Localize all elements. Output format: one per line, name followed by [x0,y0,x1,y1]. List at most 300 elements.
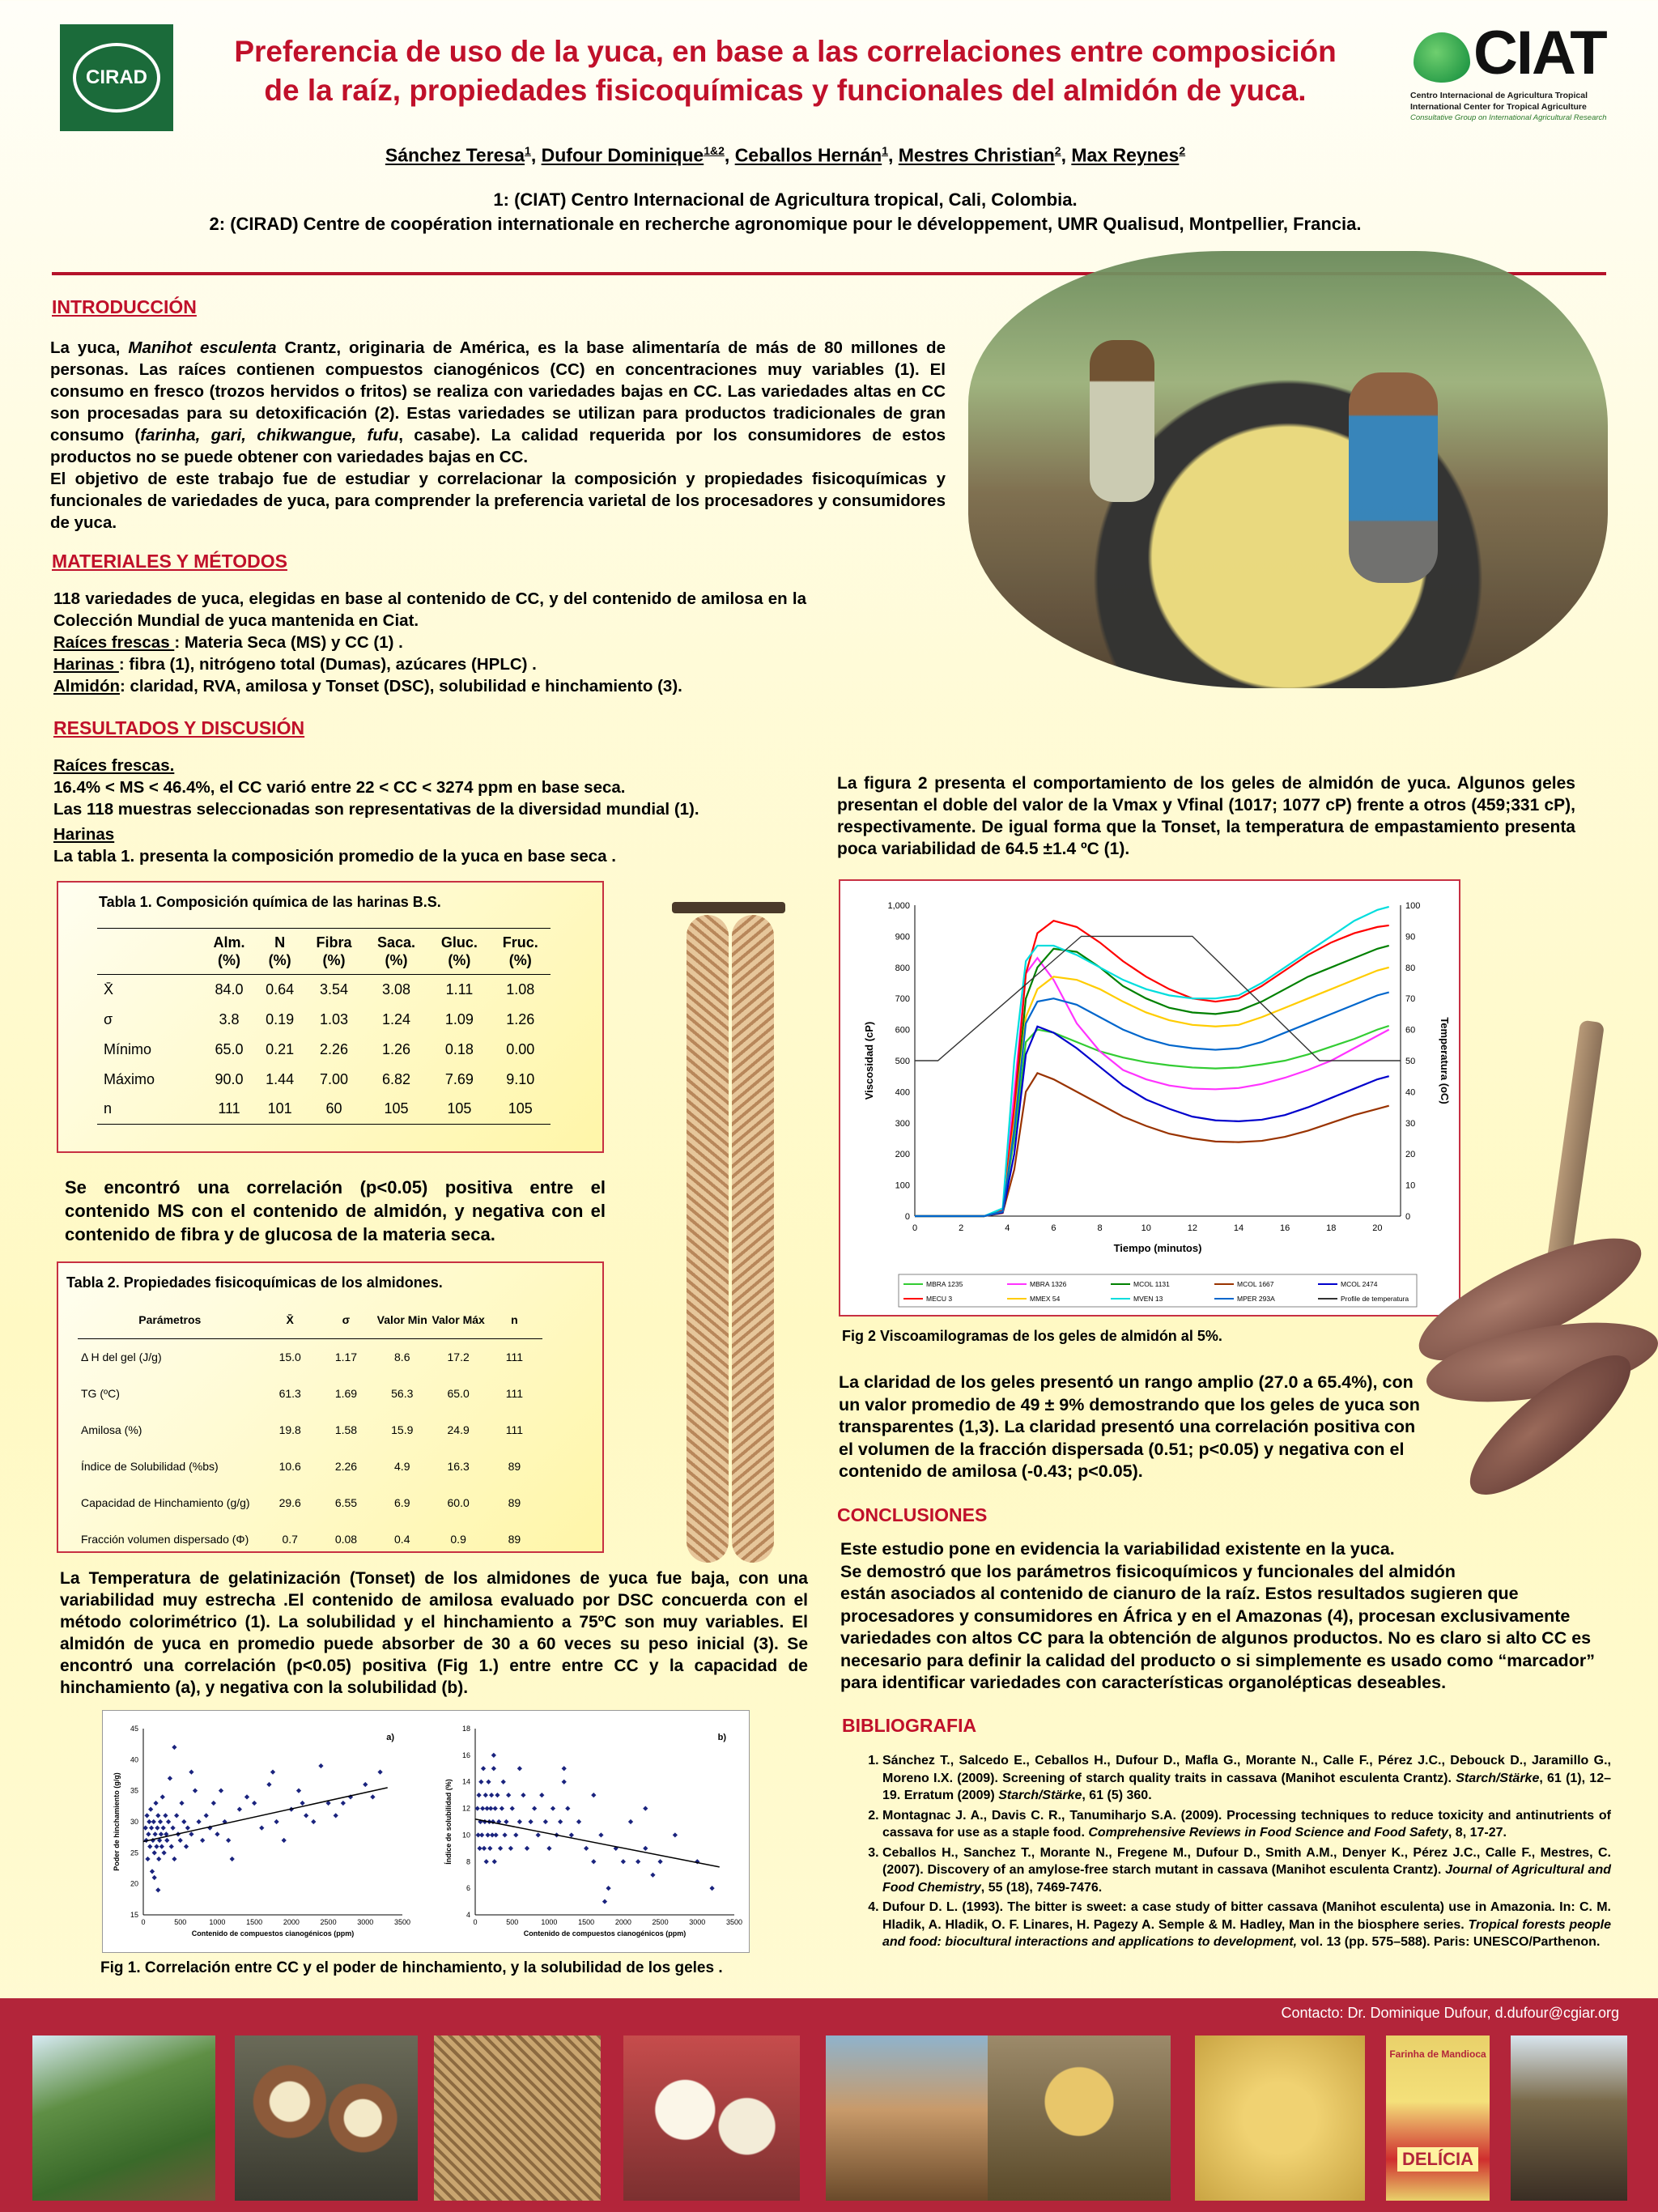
table-2-cell: 56.3 [391,1386,414,1400]
scatter-point [219,1789,223,1793]
scatter-point [565,1806,570,1810]
ciat-logo-text: CIAT [1473,19,1606,87]
table-1-header-name: Saca. [377,934,416,951]
y-tick-label: 20 [130,1879,138,1888]
table-1-cell: 0.21 [266,1040,295,1057]
y-right-tick-label: 40 [1405,1087,1416,1098]
y-right-tick-label: 60 [1405,1025,1416,1036]
x-axis-label: Contenido de compuestos cianogénicos (ppm) [191,1929,355,1938]
scatter-point [170,1826,175,1831]
table-2-header-cell: Parámetros [138,1313,202,1327]
intro-p1-c: , casabe). La calidad requerida por los consumidores de estos productos no se puede obtener con variedades bajas en CC. [50,426,946,466]
scatter-point [576,1819,581,1824]
bib-journal: Starch/Stärke [1456,1771,1540,1785]
scatter-point [318,1763,323,1768]
scatter-point [500,1806,504,1810]
scatter-point [155,1887,160,1892]
table-2-row [78,1521,542,1557]
photo-person-left [1090,340,1154,502]
affiliations [162,188,1409,236]
series-line-mecu-3 [915,921,1389,1216]
author-affiliation-mark: 2 [1054,144,1061,157]
bib-text: Montagnac J. A., Davis C. R., Tanumiharjo S.A. (2009). Processing techniques to reduce toxicity and antinutrients of cassava for use as a staple food. [882,1808,1611,1840]
x-tick-label: 6 [1051,1223,1056,1233]
table-2-cell: 4.9 [394,1459,410,1473]
scatter-point [266,1782,271,1787]
table-2-cell: 1.58 [334,1423,358,1436]
y-tick-label: 35 [130,1786,138,1795]
table-2-caption: Tabla 2. Propiedades fisicoquímicas de los almidones. [66,1274,443,1291]
scatter-point [478,1780,483,1784]
footer-photo-market [988,2035,1171,2201]
legend-label: Profile de temperatura [1341,1295,1409,1303]
y-right-tick-label: 70 [1405,994,1416,1005]
y-tick-label: 100 [895,1180,910,1191]
x-tick-label: 2000 [614,1918,631,1926]
scatter-point [153,1831,158,1836]
scatter-point [501,1780,506,1784]
table-2-cell: 24.9 [447,1423,470,1436]
table-1-cell: 90.0 [215,1070,244,1087]
y-tick-label: 14 [461,1777,470,1786]
results-ms-range: 16.4% < MS < 46.4%, el CC varió entre 22 < CC < 3274 ppm en base seca. [53,778,626,797]
table-1-header-cell [304,929,363,975]
table-1-header-name: N [274,934,286,951]
scatter-point [300,1801,304,1806]
y-tick-label: 15 [130,1911,138,1919]
methods-raices-text: : Materia Seca (MS) y CC (1) . [174,633,403,652]
x-tick-label: 0 [141,1918,146,1926]
y-axis-label: Poder de hinchamiento (g/g) [113,1772,121,1871]
legend-label: MPER 293A [1237,1295,1275,1303]
table-1-cell: 0.64 [266,981,295,998]
scatter-point [152,1875,157,1880]
bib-details: , 8, 17-27. [1448,1826,1507,1840]
author-affiliation-mark: 2 [1179,144,1186,157]
scatter-point [153,1801,158,1806]
ciat-logo [1410,19,1621,138]
table-2-cell: 89 [508,1495,521,1509]
legend-label: MMEX 54 [1030,1295,1061,1303]
footer-photo-grater [434,2035,601,2201]
table-1-cell: 111 [218,1100,240,1117]
scatter-point [168,1776,172,1780]
scatter-point [709,1886,714,1891]
table-1-header-row [97,929,551,975]
scatter-point [510,1806,515,1810]
affiliation-2: 2: (CIRAD) Centre de coopération internationale en recherche agronomique pour le développement, UMR Qualisud, Montpellier, Francia. [209,214,1362,234]
x-tick-label: 500 [506,1918,519,1926]
scatter-point [237,1807,242,1812]
scatter-point [476,1793,481,1797]
legend-label: MBRA 1235 [926,1280,963,1288]
intro-p1-b: Crantz, originaria de América, es la base alimentaría de más de 80 millones de personas. Las raíces contienen compuestos cianogénicos (CC) en concentraciones muy variables (1). El consumo en fresco (trozos hervidos o fritos) se realiza con variedades bajas en CC. Las variedades altas en CC son procesadas para su detoxificación (2). Estas variedades se utilizan para productos tradicionales de gran consumo ( [50,338,946,445]
scatter-point [161,1826,166,1831]
scatter-point [163,1813,168,1818]
author-separator: , [887,144,899,166]
scatter-point [152,1850,157,1855]
y-tick-label: 12 [461,1804,470,1813]
scatter-point [628,1819,633,1824]
y-axis-label-left: Viscosidad (cP) [863,1021,875,1100]
y-tick-label: 0 [904,1212,910,1222]
scatter-point [491,1753,496,1758]
footer-photo-farinha [1195,2035,1365,2201]
table-2-cell: 19.8 [278,1423,301,1436]
table-1-row-label: σ [104,1010,113,1027]
table-2-cell: 60.0 [447,1495,470,1509]
table-2-cell: 1.69 [334,1386,358,1400]
scatter-point [504,1819,508,1824]
table-2-cell: 0.4 [394,1532,410,1546]
scatter-point [147,1844,152,1849]
table-2-row-label: Fracción volumen dispersado (Φ) [81,1532,249,1546]
table-1-header-name: Gluc. [440,934,478,951]
ciat-leaf-icon [1414,32,1470,83]
y-right-tick-label: 30 [1405,1118,1416,1129]
x-tick-label: 2500 [652,1918,669,1926]
table-1-cell: 60 [325,1100,342,1117]
y-tick-label: 800 [895,963,910,973]
table-2-cell: 0.08 [334,1532,358,1546]
table-1-header-cell [428,929,490,975]
author-affiliation-mark: 1&2 [704,144,725,157]
photo-cassava-roots [1401,1020,1658,1506]
scatter-point [502,1832,507,1837]
table-1-cell: 101 [267,1100,292,1117]
scatter-point [143,1826,148,1831]
poster-title [162,32,1409,110]
legend-label: MECU 3 [926,1295,953,1303]
scatter-point [493,1806,498,1810]
table-1-cell: 3.8 [219,1010,240,1027]
x-tick-label: 3000 [357,1918,374,1926]
table-1-header-unit: (%) [448,952,471,968]
scatter-point [558,1819,563,1824]
footer-photo-cut-roots [235,2035,418,2201]
scatter-point [160,1794,165,1799]
scatter-point [517,1819,522,1824]
table-1-cell: 2.26 [319,1040,349,1057]
scatter-point [282,1838,287,1843]
table-2-body [78,1338,542,1557]
y-right-tick-label: 0 [1405,1212,1411,1222]
scatter-point [151,1819,156,1824]
table-2-cell: 8.6 [394,1350,410,1363]
table-2-cell: 2.26 [334,1459,358,1473]
table-1-header-cell [491,929,551,975]
bibliography-list [866,1752,1611,1954]
author-name: Max Reynes [1071,144,1180,166]
table-1-row [97,1065,551,1095]
table-1-header-unit: (%) [218,952,240,968]
scatter-point [215,1831,219,1836]
scatter-point [488,1806,493,1810]
scatter-point [551,1806,555,1810]
bib-journal: Tropical forests people and food: biocultural interactions and applications to development, [882,1917,1611,1949]
table-1-cell: 1.26 [506,1010,535,1027]
scatter-point [480,1806,485,1810]
scatter-point [164,1838,169,1843]
scatter-point [598,1832,603,1837]
table-1-row [97,1005,551,1035]
y-right-tick-label: 20 [1405,1150,1416,1160]
y-axis-label-right: Temperatura (oC) [1439,1017,1451,1104]
ciat-sub1: Centro Internacional de Agricultura Tropical [1410,91,1588,100]
table-2-cell: 111 [505,1350,524,1363]
scatter-point [543,1819,548,1824]
footer-photo-eating [1511,2035,1627,2201]
x-tick-label: 2000 [283,1918,300,1926]
y-right-tick-label: 80 [1405,963,1416,973]
table-1-row [97,975,551,1005]
legend-label: MCOL 2474 [1341,1280,1378,1288]
table-1-cell: 6.82 [382,1070,411,1087]
scatter-point [146,1831,151,1836]
y-tick-label: 1,000 [887,901,910,911]
x-tick-label: 0 [473,1918,478,1926]
scatter-point [296,1789,301,1793]
x-tick-label: 3000 [689,1918,706,1926]
scatter-point [482,1846,487,1851]
table-1-cell: 0.00 [506,1040,535,1057]
scatter-point [489,1793,494,1797]
scatter-point [475,1806,480,1810]
panel-label: a) [386,1733,394,1742]
table-2-row [78,1338,542,1375]
footer-photo-package [1386,2035,1490,2201]
table-1-cell: 1.11 [445,981,474,998]
y-tick-label: 900 [895,932,910,942]
legend-label: MBRA 1326 [1030,1280,1067,1288]
scatter-point [166,1819,171,1824]
y-tick-label: 25 [130,1848,138,1857]
y-tick-label: 45 [130,1725,138,1733]
scatter-point [363,1782,368,1787]
table-1-header-cell [364,929,429,975]
y-tick-label: 16 [461,1750,470,1759]
figure-2-legend [899,1274,1417,1307]
table-1-cell: 105 [384,1100,409,1117]
bib-details: , 55 (18), 7469-7476. [980,1880,1103,1895]
x-axis-label: Tiempo (minutos) [1113,1242,1202,1254]
scatter-point [159,1831,164,1836]
figure-1-svg [103,1711,750,1954]
table-1-cell: 7.69 [444,1070,474,1087]
cirad-logo [60,24,173,131]
table-2-row [78,1375,542,1411]
table-1-cell: 1.26 [382,1040,411,1057]
scatter-point [252,1801,257,1806]
y-tick-label: 40 [130,1755,138,1764]
x-tick-label: 500 [174,1918,187,1926]
table-1 [97,928,551,1125]
series-line-mcol-2474 [915,1027,1389,1216]
trend-line [475,1819,720,1867]
bib-text: Ceballos H., Sanchez T., Morante N., Fregene M., Dufour D., Smith A.M., Denyer K., Pérez J.C., Calle F., Mestres, C. (2007). Discovery of an amylose-free starch mutant in cassava (Manihot esculenta Crantz). [882,1845,1611,1877]
author-separator: , [530,144,542,166]
table-1-header-cell [202,929,256,975]
y-tick-label: 200 [895,1150,910,1160]
table-1-cell: 84.0 [215,981,244,998]
scatter-point [334,1813,338,1818]
bibliography-heading: BIBLIOGRAFIA [842,1715,977,1736]
scatter-point [484,1859,489,1864]
table-2-row-label: Índice de Solubilidad (%bs) [81,1459,219,1473]
scatter-point [657,1859,662,1864]
scatter-point [172,1857,176,1861]
table-1-cell: 0.19 [266,1010,295,1027]
table-2-cell: 1.17 [334,1350,358,1363]
bib-details-2: , 61 (5) 360. [1082,1789,1152,1802]
correlation-text: Se encontró una correlación (p<0.05) positiva entre el contenido MS con el contenido de almidón, y negativa con el contenido de fibra y de glucosa de la materia seca. [65,1177,606,1244]
scatter-point [244,1794,249,1799]
scatter-point [311,1819,316,1824]
y-tick-label: 400 [895,1087,910,1098]
table-2-row [78,1411,542,1448]
table-2-header-row [78,1302,542,1338]
scatter-point [528,1819,533,1824]
table-2-cell: 111 [505,1386,524,1400]
results-sub-raices: Raíces frescas. [53,756,175,775]
table-1-cell: 65.0 [215,1040,244,1057]
y-tick-label: 500 [895,1057,910,1066]
bibliography-item [882,1752,1611,1805]
table-1-caption: Tabla 1. Composición química de las harinas B.S. [99,894,441,910]
table-1-cell: 1.44 [266,1070,295,1087]
methods-raices-label: Raíces frescas [53,633,175,652]
scatter-point [546,1846,551,1851]
panel-label: b) [717,1733,726,1742]
table-1-cell: 0.18 [444,1040,474,1057]
table-2-header-cell: Valor Min [376,1313,427,1327]
scatter-point [181,1819,186,1824]
table-2-cell: 15.9 [391,1423,414,1436]
scatter-point [532,1806,537,1810]
table-2-row-label: Δ H del gel (J/g) [81,1350,162,1363]
table-1-row-label: X̄ [104,981,114,998]
table-2-cell: 16.3 [447,1459,470,1473]
bib-text: Dufour D. L. (1993). The bitter is sweet: a case study of bitter cassava (Manihot esculenta) use in Amazonia. In: C. M. Hladik, A. Hladik, O. F. Linares, H. Pagezy A. Semple & M. Hadley, Man in the biosphere series. [882,1900,1611,1932]
table-2-row-label: Capacidad de Hinchamiento (g/g) [81,1495,250,1509]
scatter-point [158,1819,163,1824]
scatter-point [144,1813,149,1818]
table-1-header-name: Fibra [316,934,352,951]
series-line-mven-13 [915,907,1389,1216]
table-2-row-label: TG (ºC) [81,1386,120,1400]
figure-1-caption: Fig 1. Correlación entre CC y el poder de hinchamiento, y la solubilidad de los geles . [100,1959,723,1976]
ciat-sub2: International Center for Tropical Agriculture [1410,102,1587,112]
scatter-point [161,1850,166,1855]
footer-photo-starch-blocks [623,2035,800,2201]
table-1-cell: 1.24 [382,1010,411,1027]
y-tick-label: 300 [895,1118,910,1129]
figure-2 [839,879,1460,1317]
x-tick-label: 12 [1187,1223,1197,1233]
intro-text [50,337,946,534]
x-tick-label: 1500 [578,1918,595,1926]
table-1-header-unit: (%) [322,952,346,968]
bib-journal: Comprehensive Reviews in Food Science and Food Safety [1088,1826,1448,1840]
scatter-point [487,1846,492,1851]
scatter-point [304,1813,308,1818]
series-line-mcol-1667 [915,1073,1389,1216]
scatter-point [179,1801,184,1806]
author-separator: , [724,144,735,166]
results-sub-harinas: Harinas [53,825,115,844]
scatter-point [481,1766,486,1771]
methods-harinas-text: : fibra (1), nitrógeno total (Dumas), azúcares (HPLC) . [118,655,537,674]
table-2-cell: 61.3 [278,1386,301,1400]
scatter-point [513,1832,518,1837]
scatter-point [155,1826,159,1831]
y-tick-label: 8 [466,1857,470,1866]
legend-label: MCOL 1131 [1133,1280,1170,1288]
author-name: Dufour Dominique [541,144,704,166]
scatter-point [226,1838,231,1843]
table-2-cell: 15.0 [278,1350,301,1363]
intro-heading: INTRODUCCIÓN [52,296,197,317]
photo-person-right [1349,372,1438,583]
photo-farinha-roasting [968,251,1608,688]
x-tick-label: 18 [1326,1223,1337,1233]
bib-journal: Journal of Agricultural and Food Chemistry [882,1863,1611,1895]
table-2-cell: 0.9 [450,1532,466,1546]
methods-paragraph: 118 variedades de yuca, elegidas en base al contenido de CC, y del contenido de amilosa en la Colección Mundial de yuca mantenida en Ciat. [53,589,806,630]
table-2-row-label: Amilosa (%) [81,1423,142,1436]
scatter-point [270,1770,275,1775]
y-right-tick-label: 90 [1405,932,1416,942]
scatter-point [483,1793,488,1797]
table-2-cell: 0.7 [282,1532,298,1546]
tipiti-stick [672,902,785,913]
scatter-point [370,1794,375,1799]
x-tick-label: 2500 [320,1918,337,1926]
table-2-header-cell: X̄ [286,1313,294,1327]
table-1-cell: 7.00 [319,1070,349,1087]
methods-almidon-text: : claridad, RVA, amilosa y Tonset (DSC), solubilidad e hinchamiento (3). [120,677,682,696]
legend-label: MVEN 13 [1133,1295,1163,1303]
scatter-point [643,1806,648,1810]
intro-p1-italic-2: farinha, gari, chikwangue, fufu [140,426,399,445]
scatter-point [178,1838,183,1843]
scatter-point [673,1832,678,1837]
scatter-point [189,1770,193,1775]
table-1-row-label: n [104,1100,113,1117]
scatter-point [259,1826,264,1831]
scatter-point [196,1819,201,1824]
scatter-point [498,1846,503,1851]
authors [162,144,1409,167]
scatter-point [230,1857,235,1861]
scatter-point [189,1831,193,1836]
scatter-point [517,1766,522,1771]
scatter-point [485,1832,490,1837]
table-2-cell: 89 [508,1459,521,1473]
footer-photo-processing-people [826,2035,991,2201]
x-axis-label: Contenido de compuestos cianogénicos (ppm) [523,1929,687,1938]
tonset-text: La Temperatura de gelatinización (Tonset) de los almidones de yuca fue baja, con una variabilidad muy estrecha .El contenido de amilosa evaluado por DSC concuerda con el método colorimétrico (1). La solubilidad y el hinchamiento a 75ºC son muy variables. El almidón de yuca en promedio puede absorber de 30 a 60 veces su peso inicial (3). Se encontró una correlación (p<0.05) positiva (Fig 1.) entre entre CC y la capacidad de hinchamiento (a), y negativa con la solubilidad (b). [60,1569,808,1697]
figure-2-svg [840,881,1459,1315]
results-heading: RESULTADOS Y DISCUSIÓN [53,717,305,738]
scatter-point [525,1846,529,1851]
scatter-point [602,1899,607,1904]
photo-tipiti-press [672,891,785,1571]
scatter-point [174,1813,179,1818]
y-right-tick-label: 10 [1405,1180,1416,1191]
series-line-mbra-1235 [915,1026,1389,1216]
table-2-cell: 10.6 [278,1459,301,1473]
